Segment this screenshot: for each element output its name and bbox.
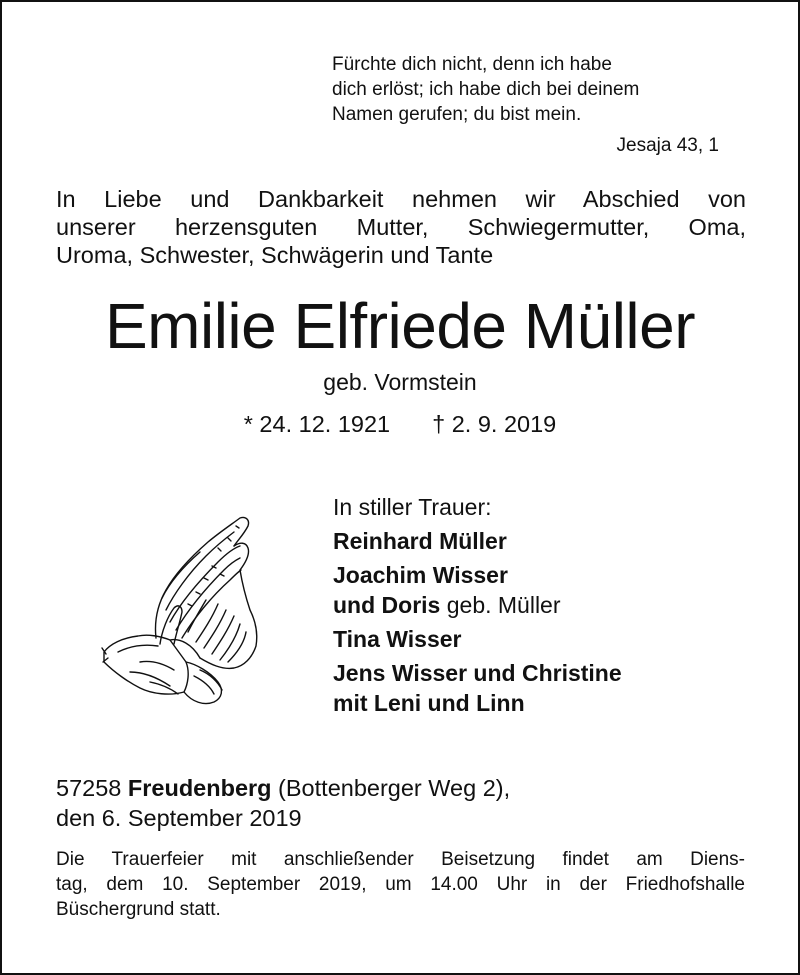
bible-verse xyxy=(332,52,722,127)
intro-text xyxy=(56,185,746,269)
death-date: † 2. 9. 2019 xyxy=(432,411,557,437)
mourners-list xyxy=(333,492,753,718)
mourners-heading: In stiller Trauer: xyxy=(333,494,492,520)
deceased-name: Emilie Elfriede Müller xyxy=(104,290,696,362)
verse-line: Namen gerufen; du bist mein. xyxy=(332,104,582,125)
praying-hands-icon xyxy=(100,512,262,712)
intro-line: unserer herzensguten Mutter, Schwiegermutter, Oma, xyxy=(56,214,746,240)
place-and-date xyxy=(56,773,656,833)
funeral-notice xyxy=(56,847,745,922)
mourner-name: Joachim Wisser xyxy=(333,562,508,588)
postcode: 57258 xyxy=(56,775,128,801)
address: (Bottenberger Weg 2), xyxy=(271,775,511,801)
mourner-name: Jens Wisser und Christine xyxy=(333,660,622,686)
notice-line: Büschergrund statt. xyxy=(56,899,221,920)
life-dates xyxy=(0,408,800,440)
notice-line: tag, dem 10. September 2019, um 14.00 Uhr in der Friedhofshalle xyxy=(56,874,745,895)
notice-line: Die Trauerfeier mit anschließender Beisetzung findet am Diens- xyxy=(56,849,745,870)
town: Freudenberg xyxy=(127,775,272,801)
mourner-birth-name: geb. Müller xyxy=(440,592,561,618)
date-line: den 6. September 2019 xyxy=(56,805,302,831)
intro-line: In Liebe und Dankbarkeit nehmen wir Abschied von xyxy=(56,186,746,212)
mourner-name: und Doris xyxy=(333,592,441,618)
birth-name: geb. Vormstein xyxy=(323,369,477,395)
mourner-name: Tina Wisser xyxy=(333,626,462,652)
intro-line: Uroma, Schwester, Schwägerin und Tante xyxy=(56,242,494,268)
mourner-name: mit Leni und Linn xyxy=(333,690,525,716)
verse-reference: Jesaja 43, 1 xyxy=(616,135,719,156)
verse-line: Fürchte dich nicht, denn ich habe xyxy=(332,54,612,75)
birth-date: * 24. 12. 1921 xyxy=(243,411,391,437)
mourner-name: Reinhard Müller xyxy=(333,528,507,554)
verse-line: dich erlöst; ich habe dich bei deinem xyxy=(332,79,640,100)
